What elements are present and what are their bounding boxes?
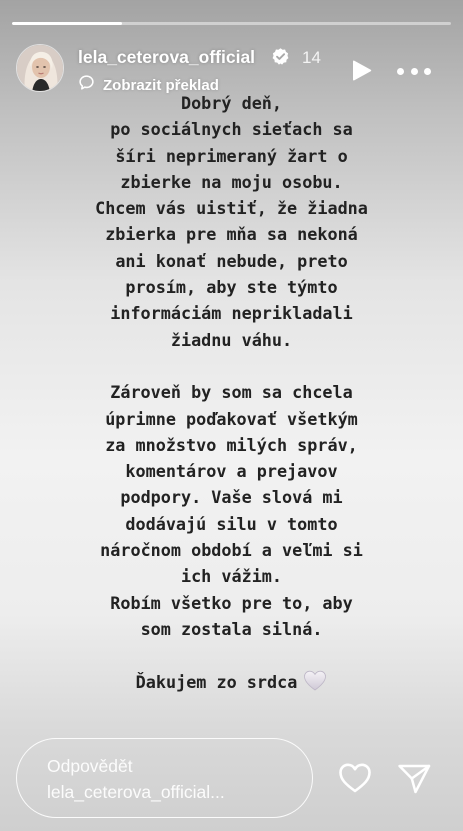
message-line: som zostala silná. [140, 618, 323, 639]
send-icon [396, 761, 432, 795]
message-line: Zároveň by som sa chcela [110, 382, 353, 403]
send-button[interactable] [396, 761, 432, 795]
reply-input[interactable] [16, 738, 313, 818]
like-button[interactable] [337, 761, 373, 795]
reply-placeholder-line-1: Odpovědět [47, 756, 133, 776]
message-line: Chcem vás uistiť, že žiadna [95, 198, 368, 219]
message-line: podpory. Vaše slová mi [120, 487, 343, 508]
story-progress-bar [12, 22, 451, 25]
message-line: náročnom období a veľmi si [100, 540, 363, 561]
message-line: informáciám neprikladali [110, 303, 353, 324]
play-icon [348, 58, 374, 84]
play-button[interactable] [348, 58, 374, 84]
more-horizontal-icon [397, 68, 404, 75]
message-closing [40, 669, 423, 698]
heart-outline-icon [337, 761, 373, 795]
avatar[interactable] [16, 44, 64, 92]
verified-badge-icon [271, 47, 290, 66]
message-paragraph-1 [40, 90, 423, 353]
message-line: po sociálnych sieťach sa [110, 119, 353, 140]
message-paragraph-2 [40, 379, 423, 642]
message-line: za množstvo milých správ, [105, 434, 358, 455]
message-line: žiadnu váhu. [170, 329, 293, 350]
story-progress-fill [12, 22, 122, 25]
message-line: šíri neprimeraný žart o [115, 145, 348, 166]
message-line: zbierka pre mňa sa nekoná [105, 224, 358, 245]
more-options-button[interactable] [397, 58, 431, 84]
story-message [40, 90, 423, 698]
reply-placeholder-line-2: lela_ceterova_official... [47, 782, 225, 802]
message-line: ich vážim. [180, 566, 283, 587]
message-line: Robím všetko pre to, aby [110, 592, 353, 613]
white-heart-emoji [303, 670, 327, 698]
story-time: 14 [302, 48, 321, 67]
message-line: úprimne poďakovať všetkým [105, 408, 358, 429]
message-line: dodávajú silu v tomto [125, 513, 338, 534]
translate-label: Zobrazit překlad [103, 76, 219, 94]
message-line: Dobrý deň, [180, 93, 283, 113]
message-line: ani konať nebude, preto [115, 250, 348, 271]
message-line: prosím, aby ste týmto [125, 277, 338, 298]
message-line: zbierke na moju osobu. [120, 171, 343, 192]
message-line: komentárov a prejavov [125, 461, 338, 482]
username[interactable]: lela_ceterova_official [78, 47, 256, 67]
closing-text: Ďakujem zo srdca [135, 671, 298, 692]
